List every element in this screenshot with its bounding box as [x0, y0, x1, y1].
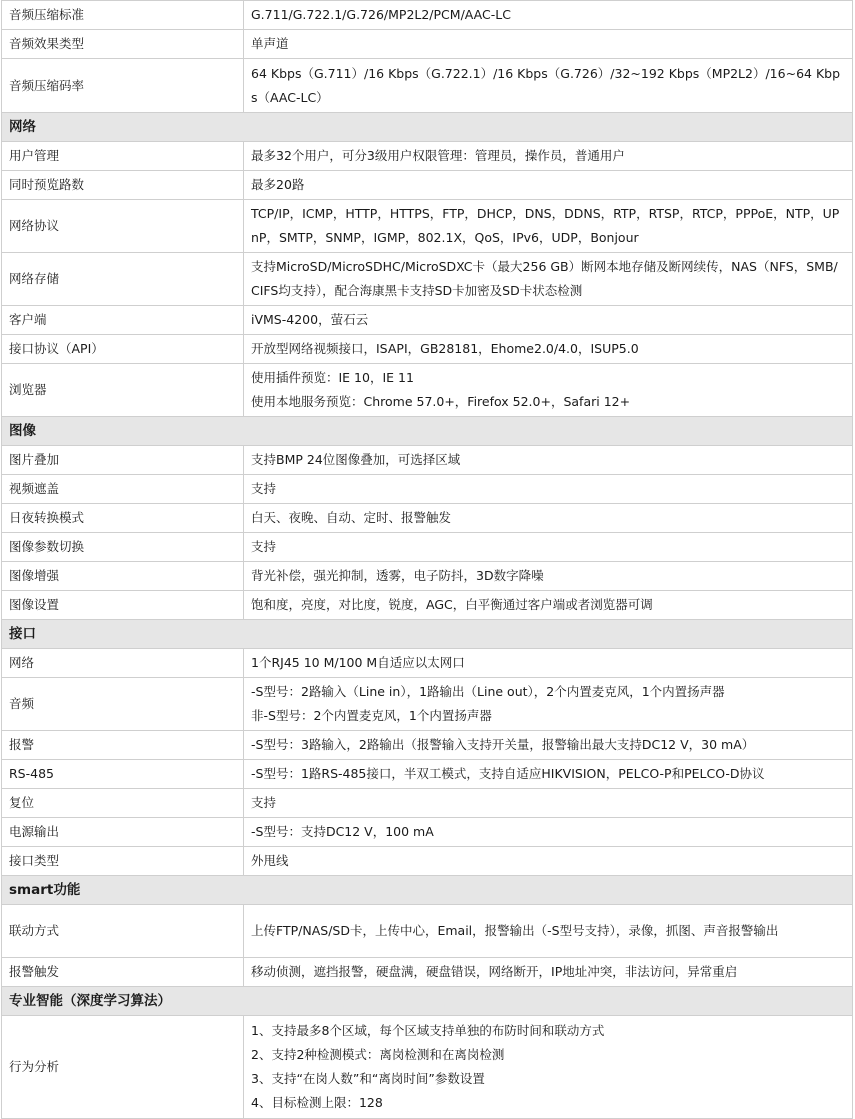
spec-value: [244, 760, 853, 789]
spec-label: 音频压缩码率: [2, 59, 244, 113]
spec-row: [2, 533, 853, 562]
spec-value-line: -S型号：1路RS-485接口，半双工模式，支持自适应HIKVISION，PELCO-P和PELCO-D协议: [251, 766, 765, 781]
spec-row: [2, 335, 853, 364]
spec-label: RS-485: [2, 760, 244, 789]
spec-value-line: 开放型网络视频接口，ISAPI，GB28181，Ehome2.0/4.0，ISUP5.0: [251, 341, 639, 356]
spec-value-line: 1个RJ45 10 M/100 M自适应以太网口: [251, 655, 465, 670]
section-header-row: [2, 113, 853, 142]
spec-value: [244, 958, 853, 987]
spec-row: [2, 905, 853, 958]
spec-value: [244, 59, 853, 113]
spec-value-line: 使用插件预览：IE 10，IE 11: [251, 370, 414, 385]
spec-row: [2, 789, 853, 818]
spec-value: [244, 171, 853, 200]
spec-value: [244, 142, 853, 171]
spec-value: [244, 731, 853, 760]
spec-value: [244, 200, 853, 253]
spec-label: 联动方式: [2, 905, 244, 958]
spec-value-line: 支持: [251, 539, 277, 554]
spec-label: 图像设置: [2, 591, 244, 620]
spec-label: 浏览器: [2, 364, 244, 417]
spec-value: [244, 649, 853, 678]
spec-value: [244, 30, 853, 59]
spec-value-line: 饱和度，亮度，对比度，锐度，AGC，白平衡通过客户端或者浏览器可调: [251, 597, 653, 612]
spec-value: [244, 364, 853, 417]
spec-label: 同时预览路数: [2, 171, 244, 200]
spec-row: [2, 562, 853, 591]
spec-value-line: 移动侦测，遮挡报警，硬盘满，硬盘错误，网络断开，IP地址冲突，非法访问，异常重启: [251, 964, 738, 979]
section-header-row: [2, 417, 853, 446]
spec-row: [2, 253, 853, 306]
spec-row: [2, 591, 853, 620]
spec-value: [244, 1016, 853, 1119]
spec-value: [244, 678, 853, 731]
spec-row: [2, 1016, 853, 1119]
spec-label: 行为分析: [2, 1016, 244, 1119]
spec-value-line: 支持BMP 24位图像叠加，可选择区域: [251, 452, 461, 467]
spec-row: [2, 818, 853, 847]
spec-value-line: -S型号：2路输入（Line in），1路输出（Line out），2个内置麦克风，1个内置扬声器: [251, 684, 725, 699]
spec-label: 图像增强: [2, 562, 244, 591]
section-header-row: [2, 987, 853, 1016]
spec-row: [2, 504, 853, 533]
spec-row: [2, 200, 853, 253]
spec-row: [2, 364, 853, 417]
section-header-row: [2, 876, 853, 905]
spec-value: [244, 905, 853, 958]
spec-value-line: -S型号：支持DC12 V，100 mA: [251, 824, 434, 839]
spec-value-line: 2、支持2种检测模式：离岗检测和在离岗检测: [251, 1047, 505, 1062]
spec-label: 网络: [2, 649, 244, 678]
spec-label: 图像参数切换: [2, 533, 244, 562]
section-header-row: [2, 620, 853, 649]
spec-row: [2, 446, 853, 475]
section-title: 图像: [2, 417, 853, 446]
spec-value-line: 支持MicroSD/MicroSDHC/MicroSDXC卡（最大256 GB）断网本地存储及断网续传，NAS（NFS，SMB/CIFS均支持），配合海康黑卡支持SD卡加密及SD卡状态检测: [251, 259, 838, 298]
spec-value: [244, 504, 853, 533]
section-title: 接口: [2, 620, 853, 649]
spec-value: [244, 818, 853, 847]
spec-value: [244, 1, 853, 30]
spec-label: 图片叠加: [2, 446, 244, 475]
section-title: 网络: [2, 113, 853, 142]
spec-value-line: 上传FTP/NAS/SD卡，上传中心，Email，报警输出（-S型号支持），录像，抓图、声音报警输出: [251, 923, 779, 938]
spec-value-line: 64 Kbps（G.711）/16 Kbps（G.722.1）/16 Kbps（G.726）/32~192 Kbps（MP2L2）/16~64 Kbps（AAC-LC）: [251, 65, 841, 105]
spec-row: [2, 171, 853, 200]
spec-label: 音频: [2, 678, 244, 731]
spec-table: [1, 0, 853, 1119]
spec-row: [2, 678, 853, 731]
spec-label: 用户管理: [2, 142, 244, 171]
spec-value-line: 非-S型号：2个内置麦克风，1个内置扬声器: [251, 708, 492, 723]
spec-label: 视频遮盖: [2, 475, 244, 504]
spec-value-line: -S型号：3路输入，2路输出（报警输入支持开关量，报警输出最大支持DC12 V，30 mA）: [251, 737, 755, 752]
spec-row: [2, 1, 853, 30]
spec-value: [244, 253, 853, 306]
spec-value-line: G.711/G.722.1/G.726/MP2L2/PCM/AAC-LC: [251, 7, 511, 22]
spec-value-line: 4、目标检测上限：128: [251, 1095, 383, 1110]
spec-value-line: 支持: [251, 481, 277, 496]
spec-label: 网络协议: [2, 200, 244, 253]
spec-row: [2, 142, 853, 171]
spec-label: 复位: [2, 789, 244, 818]
spec-row: [2, 306, 853, 335]
spec-value-line: 最多32个用户，可分3级用户权限管理：管理员，操作员，普通用户: [251, 148, 625, 163]
spec-value-line: 外甩线: [251, 853, 289, 868]
spec-label: 日夜转换模式: [2, 504, 244, 533]
spec-value-line: 使用本地服务预览：Chrome 57.0+，Firefox 52.0+，Safari 12+: [251, 394, 631, 409]
spec-value: [244, 789, 853, 818]
spec-value-line: iVMS-4200，萤石云: [251, 312, 369, 327]
spec-value: [244, 533, 853, 562]
spec-value: [244, 446, 853, 475]
spec-value: [244, 335, 853, 364]
spec-row: [2, 958, 853, 987]
spec-value-line: 白天、夜晚、自动、定时、报警触发: [251, 510, 452, 525]
spec-value-line: 支持: [251, 795, 277, 810]
spec-label: 音频压缩标准: [2, 1, 244, 30]
spec-value: [244, 847, 853, 876]
spec-label: 报警: [2, 731, 244, 760]
section-title: 专业智能（深度学习算法）: [2, 987, 853, 1016]
spec-value: [244, 562, 853, 591]
spec-row: [2, 649, 853, 678]
spec-row: [2, 475, 853, 504]
spec-value: [244, 591, 853, 620]
spec-label: 接口协议（API）: [2, 335, 244, 364]
spec-value: [244, 306, 853, 335]
spec-value-line: 1、支持最多8个区域，每个区域支持单独的布防时间和联动方式: [251, 1023, 605, 1038]
spec-value-line: 单声道: [251, 36, 289, 51]
spec-value-line: 3、支持“在岗人数”和“离岗时间”参数设置: [251, 1071, 485, 1086]
spec-label: 报警触发: [2, 958, 244, 987]
spec-row: [2, 760, 853, 789]
spec-label: 接口类型: [2, 847, 244, 876]
spec-row: [2, 59, 853, 113]
spec-label: 音频效果类型: [2, 30, 244, 59]
spec-table-body: [2, 1, 853, 1119]
spec-value-line: 最多20路: [251, 177, 305, 192]
section-title: smart功能: [2, 876, 853, 905]
spec-row: [2, 30, 853, 59]
spec-label: 网络存储: [2, 253, 244, 306]
spec-row: [2, 731, 853, 760]
spec-value: [244, 475, 853, 504]
spec-value-line: 背光补偿，强光抑制，透雾，电子防抖，3D数字降噪: [251, 568, 544, 583]
spec-value-line: TCP/IP，ICMP，HTTP，HTTPS，FTP，DHCP，DNS，DDNS，RTP，RTSP，RTCP，PPPoE，NTP，UPnP，SMTP，SNMP，IGMP，802.1X，QoS，IPv6，UDP，Bonjour: [251, 206, 840, 245]
spec-label: 电源输出: [2, 818, 244, 847]
spec-row: [2, 847, 853, 876]
spec-label: 客户端: [2, 306, 244, 335]
